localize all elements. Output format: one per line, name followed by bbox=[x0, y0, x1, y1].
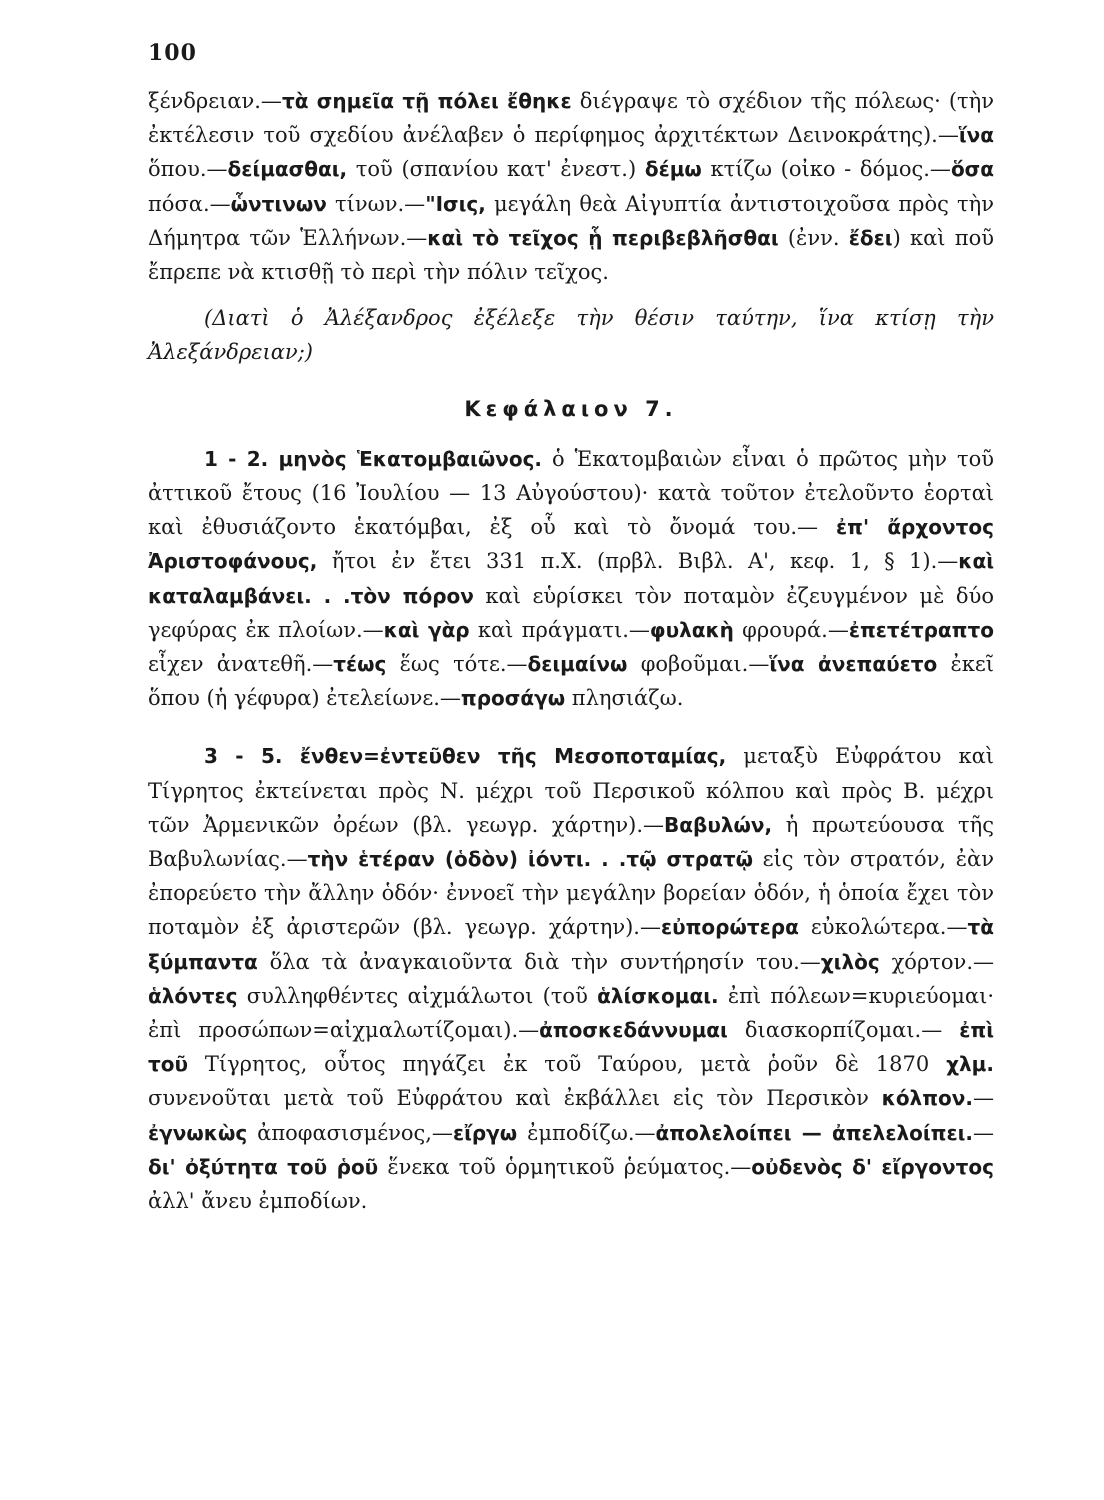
bold-term: "Ισις, bbox=[425, 191, 486, 216]
bold-term: τὰ σημεῖα τῇ πόλει ἔθηκε bbox=[281, 89, 572, 113]
text-run: εἶχεν ἀνατεθῆ.— bbox=[148, 652, 334, 677]
bold-term: ὧντινων bbox=[230, 191, 327, 216]
bold-term: οὐδενὸς δ' εἴργοντος bbox=[751, 1154, 994, 1179]
text-run: φρουρά.— bbox=[733, 617, 849, 642]
bold-term: Βαβυλών, bbox=[664, 812, 773, 837]
text-run: ἐκεῖ ὅπου (ἡ γέφυρα) ἐτελείωνε.— bbox=[148, 652, 994, 711]
bold-term: τέως bbox=[333, 652, 387, 677]
bold-term: δέμω bbox=[644, 157, 702, 182]
text-run: συνενοῦται μετὰ τοῦ Εὐφράτου καὶ ἐκβάλλει εἰς τὸν Περσικὸν bbox=[148, 1086, 882, 1111]
paragraph-lines-1-2 bbox=[148, 442, 994, 716]
bold-term: ἀπολελοίπει — ἀπελελοίπει. bbox=[655, 1120, 973, 1145]
text-run: ἕνεκα τοῦ ὁρμητικοῦ ῥεύματος.— bbox=[378, 1154, 752, 1179]
bold-term: δι' ὀξύτητα τοῦ ῥοῦ bbox=[148, 1154, 379, 1179]
bold-term: ἁλίσκομαι. bbox=[597, 983, 719, 1008]
text-run: καὶ πράγματι.— bbox=[469, 617, 650, 642]
bold-term: ἔδει bbox=[848, 225, 893, 250]
text-run: ὅπου.— bbox=[148, 157, 228, 182]
bold-term: τὴν ἑτέραν (ὁδὸν) ἰόντι. . .τῷ στρατῷ bbox=[307, 847, 753, 872]
bold-term: 1 - 2. μηνὸς Ἑκατομβαιῶνος. bbox=[204, 446, 543, 471]
text-run: μεγάλη θεὰ Αἰγυπτία ἀντιστοιχοῦσα πρὸς τὴν Δήμητρα τῶν Ἑλλήνων.— bbox=[148, 191, 994, 250]
bold-term: χιλὸς bbox=[820, 949, 880, 974]
bold-term: χλμ. bbox=[946, 1052, 994, 1077]
chapter-heading: Κεφάλαιον 7. bbox=[464, 396, 678, 421]
text-run: ὁ Ἑκατομβαιὼν εἶναι ὁ πρῶτος μὴν τοῦ ἀττικοῦ ἔτους (16 Ἰουλίου — 13 Αὐγούστου)· κατὰ τοῦτον ἐτελοῦντο ἑορταὶ καὶ ἐθυσιάζοντο ἑκατόμβαι, ἐξ οὗ καὶ τὸ ὄνομά του.— bbox=[148, 446, 995, 540]
page-body bbox=[148, 84, 994, 1218]
text-run: ἤτοι ἐν ἔτει 331 π.Χ. (πρβλ. Βιβλ. Α', κεφ. 1, § 1).— bbox=[317, 549, 959, 574]
text-run: φοβοῦμαι.— bbox=[627, 652, 770, 677]
text-run: διασκορπίζομαι.— bbox=[727, 1018, 960, 1043]
bold-term: εἴργω bbox=[452, 1120, 518, 1145]
bold-term: ἐπετέτραπτο bbox=[848, 617, 994, 642]
text-run: εὐκολώτερα.— bbox=[798, 915, 968, 940]
bold-term: ἵνα ἀνεπαύετο bbox=[769, 652, 938, 677]
page-number: 100 bbox=[148, 40, 197, 66]
bold-term: καὶ γὰρ bbox=[383, 617, 470, 642]
text-run: ὅλα τὰ ἀναγκαιοῦντα διὰ τὴν συντήρησίν του.— bbox=[257, 949, 821, 974]
bold-term: ἐγνωκὼς bbox=[148, 1120, 248, 1145]
text-run: ἡ πρωτεύουσα τῆς Βαβυλωνίας.— bbox=[148, 812, 994, 872]
text-run: — bbox=[973, 1120, 994, 1145]
text-run: διέγραψε τὸ σχέδιον τῆς πόλεως· (τὴν ἐκτέλεσιν τοῦ σχεδίου ἀνέλαβεν ὁ περίφημος ἀρχιτέκτων Δεινοκράτης).— bbox=[148, 89, 994, 148]
text-run: Τίγρητος, οὗτος πηγάζει ἐκ τοῦ Ταύρου, μετὰ ῥοῦν δὲ 1870 bbox=[188, 1052, 947, 1077]
bold-term: ἵνα bbox=[958, 123, 994, 148]
paragraph-lines-3-5 bbox=[148, 739, 994, 1218]
bold-term: προσάγω bbox=[460, 686, 566, 711]
text-run: ἀποφασισμένος,— bbox=[247, 1120, 453, 1145]
bold-term: κόλπον. bbox=[881, 1086, 973, 1111]
text-run: ἀλλ' ἄνευ ἐμποδίων. bbox=[148, 1189, 368, 1214]
bold-term: καὶ καταλαμβάνει. . .τὸν πόρον bbox=[148, 549, 994, 608]
text-run: καὶ εὑρίσκει τὸν ποταμὸν ἐζευγμένον μὲ δύο γεφύρας ἐκ πλοίων.— bbox=[148, 583, 994, 642]
review-question: (Διατὶ ὁ Ἀλέξανδρος ἐξέλεξε τὴν θέσιν ταύτην, ἵνα κτίσῃ τὴν Ἀλεξάνδρειαν;) bbox=[148, 306, 994, 365]
text-run: χόρτον.— bbox=[879, 949, 994, 974]
text-run: εἰς τὸν στρατόν, ἐὰν ἐπορεύετο τὴν ἄλλην ὁδόν· ἐννοεῖ τὴν μεγάλην βορείαν ὁδόν, ἡ ὁποία ἔχει τὸν ποταμὸν ἐξ ἀριστερῶν (βλ. γεωγρ. χάρτην).— bbox=[148, 847, 994, 940]
bold-term: τὰ ξύμπαντα bbox=[148, 915, 994, 974]
text-run: (ἐνν. bbox=[778, 225, 849, 250]
text-run: — bbox=[973, 1086, 994, 1111]
text-run: ξένδρειαν.— bbox=[148, 89, 282, 113]
text-run: τοῦ (σπανίου κατ' ἐνεστ.) bbox=[347, 157, 645, 182]
bold-term: δειμαίνω bbox=[527, 652, 628, 677]
text-run: τίνων.— bbox=[326, 191, 426, 216]
bold-term: φυλακὴ bbox=[649, 617, 734, 642]
text-run: πόσα.— bbox=[148, 191, 231, 216]
bold-term: δείμασθαι, bbox=[227, 157, 348, 182]
text-run: ἕως τότε.— bbox=[386, 652, 528, 677]
text-run: κτίζω (οἰκο - δόμος.— bbox=[701, 157, 951, 182]
text-run: ἐμποδίζω.— bbox=[517, 1120, 656, 1145]
text-run: μεταξὺ Εὐφράτου καὶ Τίγρητος ἐκτείνεται πρὸς Ν. μέχρι τοῦ Περσικοῦ κόλπου καὶ πρὸς Β. μέχρι τῶν Ἀρμενικῶν ὀρέων (βλ. γεωγρ. χάρτην).— bbox=[148, 744, 995, 837]
bold-term: εὐπορώτερα bbox=[660, 915, 799, 940]
bold-term: ἐπὶ τοῦ bbox=[148, 1018, 995, 1077]
bold-term: ἁλόντες bbox=[148, 983, 238, 1008]
bold-term: ὅσα bbox=[950, 157, 994, 182]
text-run: συλληφθέντες αἰχμάλωτοι (τοῦ bbox=[237, 983, 598, 1008]
text-run: ἐπὶ πόλεων=κυριεύομαι· ἐπὶ προσώπων=αἰχμαλωτίζομαι).— bbox=[148, 983, 995, 1043]
bold-term: καὶ τὸ τεῖχος ᾗ περιβεβλῆσθαι bbox=[427, 225, 779, 250]
bold-term: 3 - 5. ἔνθεν=ἐντεῦθεν τῆς Μεσοποταμίας, bbox=[204, 744, 727, 769]
text-run: πλησιάζω. bbox=[565, 686, 684, 711]
bold-term: ἐπ' ἄρχοντος Ἀριστοφάνους, bbox=[148, 515, 995, 574]
paragraph-glossary-alexandria bbox=[148, 84, 994, 289]
text-run: ) καὶ ποῦ ἔπρεπε νὰ κτισθῇ τὸ περὶ τὴν πόλιν τεῖχος. bbox=[148, 225, 994, 285]
bold-term: ἀποσκεδάννυμαι bbox=[539, 1018, 728, 1043]
